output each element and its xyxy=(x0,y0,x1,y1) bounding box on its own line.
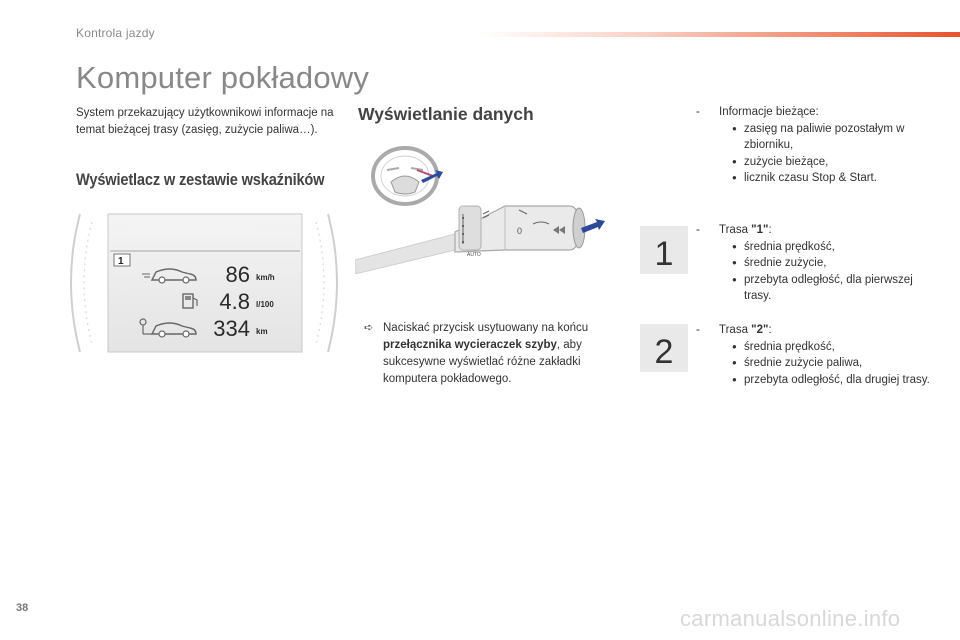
instrument-cluster-illustration xyxy=(70,208,338,356)
info-block-title: Trasa "1": xyxy=(719,224,772,236)
cluster-tab-number: 1 xyxy=(118,256,124,267)
info-block-title: Trasa "2": xyxy=(719,324,772,336)
cluster-value-speed: 86 xyxy=(225,262,250,287)
steering-wheel-icon xyxy=(373,148,437,204)
list-item: ● zasięg na paliwie pozostałym w zbiorniku, xyxy=(732,121,932,154)
cluster-unit-consumption: l/100 xyxy=(256,300,274,309)
stalk-auto-label: AUTO xyxy=(467,252,481,258)
intro-paragraph: System przekazujący użytkownikowi informacje na temat bieżącej trasy (zasięg, zużycie paliwa…). xyxy=(76,107,334,136)
info-block-list xyxy=(732,339,932,389)
info-block-title: Informacje bieżące: xyxy=(719,106,819,118)
instruction-text: Naciskać przycisk usytuowany na końcu przełącznika wycieraczek szyby, aby sukcesywne wyświetlać różne zakładki komputera pokładowego. xyxy=(383,322,589,385)
trip-1-tile-number: 1 xyxy=(654,235,674,273)
list-item: ● zużycie bieżące, xyxy=(732,154,932,171)
cluster-value-range: 334 xyxy=(213,316,250,341)
list-item: ● średnia prędkość, xyxy=(732,339,932,356)
info-block-list xyxy=(732,121,932,187)
list-item: ● licznik czasu Stop & Start. xyxy=(732,170,932,187)
cluster-section-heading: Wyświetlacz w zestawie wskaźników xyxy=(76,170,325,189)
dash-marker: - xyxy=(696,106,700,118)
wiper-stalk-icon xyxy=(355,206,585,274)
cluster-unit-range: km xyxy=(256,327,268,336)
trip-1-tile xyxy=(640,226,688,274)
dash-marker: - xyxy=(696,224,700,236)
header-section-label: Kontrola jazdy xyxy=(76,26,155,40)
info-block-list xyxy=(732,239,932,305)
trip-2-tile-number: 2 xyxy=(654,333,674,371)
trip-2-tile xyxy=(640,324,688,372)
cluster-value-consumption: 4.8 xyxy=(219,289,250,314)
page-title: Komputer pokładowy xyxy=(76,60,370,95)
list-item: ● przebyta odległość, dla pierwszej trasy. xyxy=(732,272,932,305)
list-item: ● średnie zużycie paliwa, xyxy=(732,355,932,372)
wiper-stalk-illustration xyxy=(355,140,607,274)
cluster-unit-speed: km/h xyxy=(256,273,275,282)
stalk-zero-label: 0 xyxy=(517,226,523,236)
header-accent-bar xyxy=(478,32,960,37)
data-section-heading: Wyświetlanie danych xyxy=(358,104,534,124)
list-item: ● przebyta odległość, dla drugiej trasy. xyxy=(732,372,932,389)
list-item: ● średnie zużycie, xyxy=(732,255,932,272)
dash-marker: - xyxy=(696,324,700,336)
pointer-bullet-icon: ➪ xyxy=(364,322,374,334)
instruction-emphasis: przełącznika wycieraczek szyby xyxy=(383,339,557,351)
watermark-text: carmanualsonline.info xyxy=(680,606,901,631)
list-item: ● średnia prędkość, xyxy=(732,239,932,256)
page-number: 38 xyxy=(16,602,29,614)
